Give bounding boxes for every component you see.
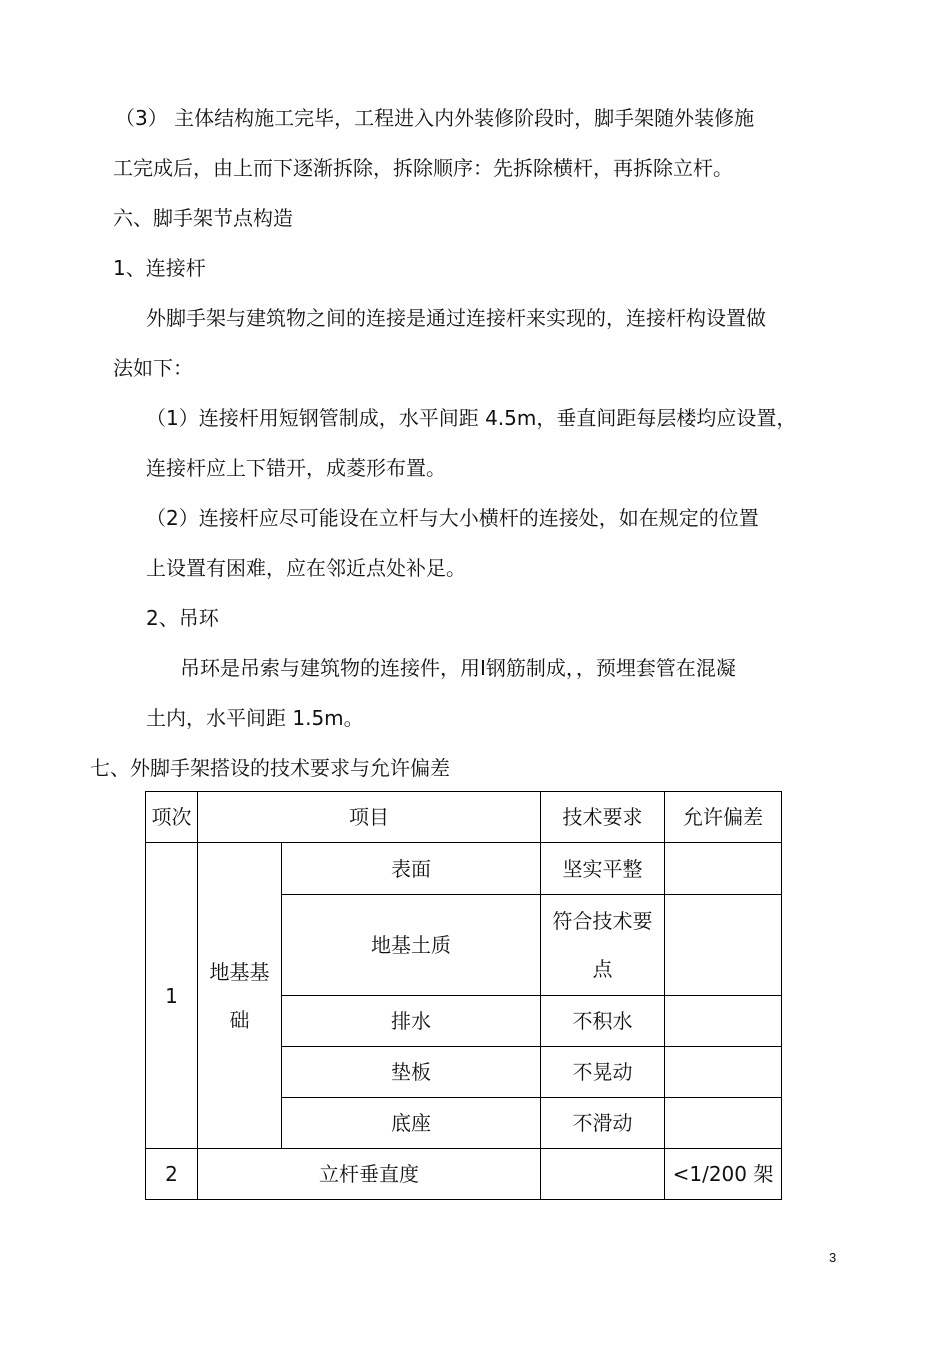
paragraph-line: （1）连接杆用短钢管制成，水平间距 4.5m，垂直间距每层楼均应设置， — [146, 406, 797, 430]
header-index: 项次 — [146, 792, 198, 843]
paragraph-line: 法如下： — [113, 356, 193, 380]
item-tolerance — [665, 843, 782, 895]
item-tolerance: <1/200 架 — [665, 1149, 782, 1200]
item-name: 立杆垂直度 — [198, 1149, 541, 1200]
section-heading: 六、脚手架节点构造 — [113, 206, 293, 230]
item-name: 地基土质 — [282, 895, 541, 996]
item-requirement: 不晃动 — [541, 1047, 665, 1098]
section-heading: 七、外脚手架搭设的技术要求与允许偏差 — [90, 756, 450, 780]
item-name: 排水 — [282, 996, 541, 1047]
paragraph-line: （2）连接杆应尽可能设在立杆与大小横杆的连接处，如在规定的位置 — [146, 506, 759, 530]
item-tolerance — [665, 895, 782, 996]
header-tolerance: 允许偏差 — [665, 792, 782, 843]
item-name: 垫板 — [282, 1047, 541, 1098]
header-requirement: 技术要求 — [541, 792, 665, 843]
item-tolerance — [665, 1047, 782, 1098]
subsection-heading: 2、吊环 — [146, 606, 219, 630]
paragraph-line: 连接杆应上下错开，成菱形布置。 — [146, 456, 446, 480]
paragraph-line: 土内，水平间距 1.5m。 — [146, 706, 364, 730]
paragraph-line: 外脚手架与建筑物之间的连接是通过连接杆来实现的，连接杆构设置做 — [146, 306, 766, 330]
row-index: 1 — [146, 843, 198, 1149]
paragraph-line: （3） 主体结构施工完毕，工程进入内外装修阶段时，脚手架随外装修施 — [115, 106, 755, 130]
item-requirement — [541, 1149, 665, 1200]
item-requirement: 符合技术要点 — [541, 895, 665, 996]
item-tolerance — [665, 1098, 782, 1149]
page-number: 3 — [829, 1250, 837, 1265]
item-requirement: 不积水 — [541, 996, 665, 1047]
item-name: 底座 — [282, 1098, 541, 1149]
paragraph-line: 上设置有困难，应在邻近点处补足。 — [146, 556, 466, 580]
item-requirement: 坚实平整 — [541, 843, 665, 895]
paragraph-line: 工完成后，由上而下逐渐拆除，拆除顺序：先拆除横杆，再拆除立杆。 — [113, 156, 733, 180]
row-index: 2 — [146, 1149, 198, 1200]
item-name: 表面 — [282, 843, 541, 895]
item-requirement: 不滑动 — [541, 1098, 665, 1149]
paragraph-line: 吊环是吊索与建筑物的连接件，用Ⅰ钢筋制成，，预埋套管在混凝 — [180, 656, 736, 680]
group-label: 地基基础 — [198, 843, 282, 1149]
header-item: 项目 — [198, 792, 541, 843]
subsection-heading: 1、连接杆 — [113, 256, 206, 280]
tolerance-table — [145, 791, 782, 1200]
item-tolerance — [665, 996, 782, 1047]
